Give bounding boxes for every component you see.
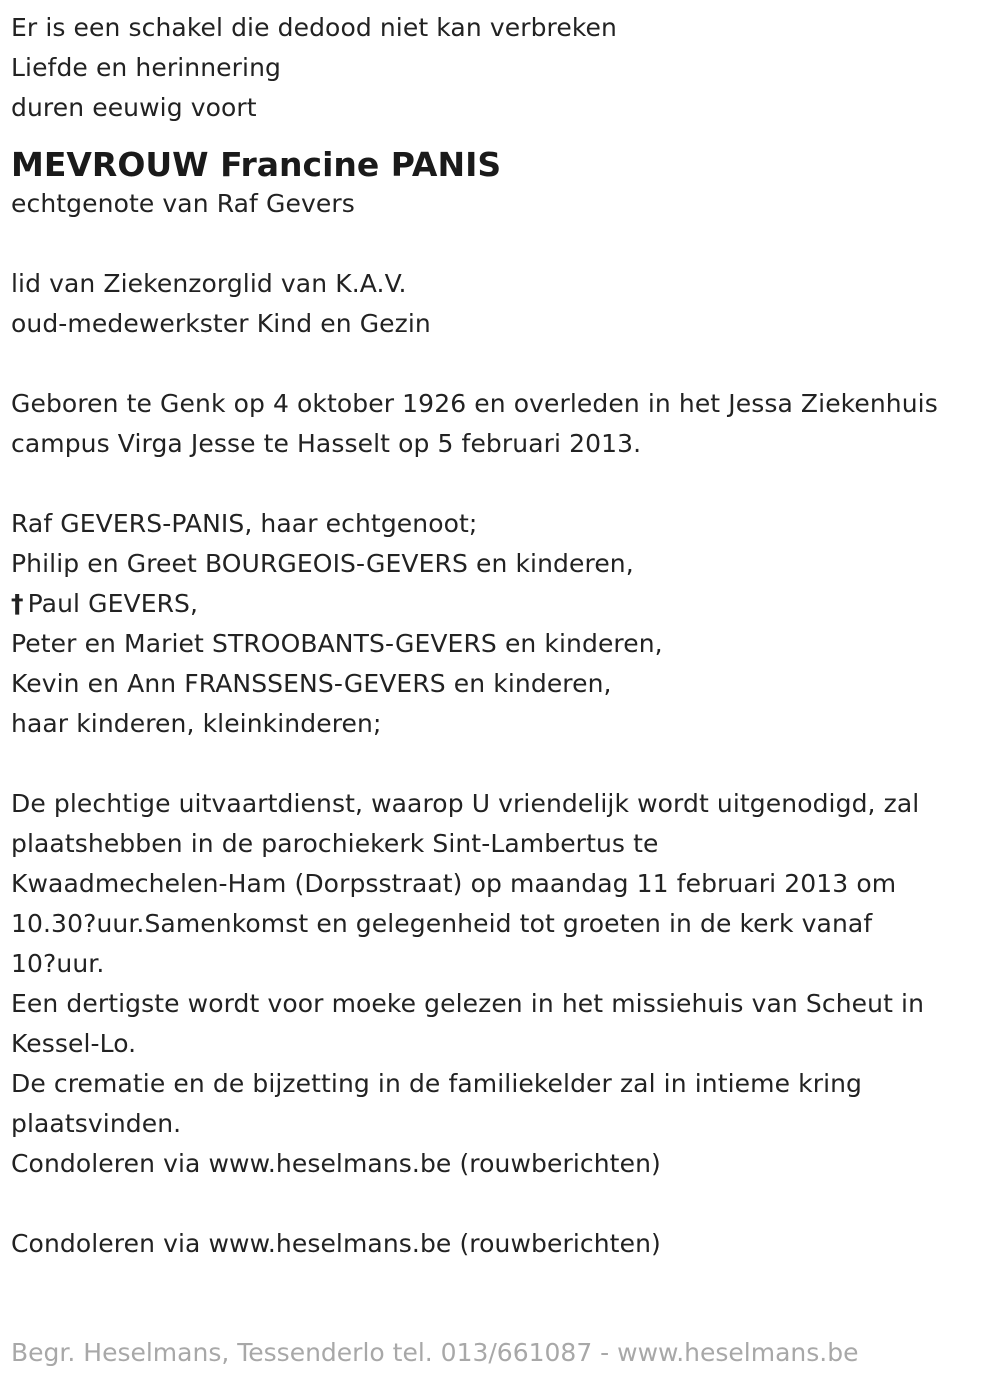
service-line-9: plaatsvinden. (11, 1109, 182, 1138)
service-line-10: Condoleren via www.heselmans.be (rouwberichten) (11, 1149, 661, 1178)
birth-death-line-1: Geboren te Genk op 4 oktober 1926 en overleden in het Jessa Ziekenhuis (11, 389, 938, 418)
service-line-1: De plechtige uitvaartdienst, waarop U vriendelijk wordt uitgenodigd, zal (11, 789, 920, 818)
funeral-home-footer: Begr. Heselmans, Tessenderlo tel. 013/661087 - www.heselmans.be (11, 1338, 859, 1367)
family-line-1: Raf GEVERS-PANIS, haar echtgenoot; (11, 509, 478, 538)
family-line-3 (11, 584, 991, 624)
spouse-line: echtgenote van Raf Gevers (11, 189, 355, 218)
service-line-8: De crematie en de bijzetting in de familiekelder zal in intieme kring (11, 1069, 863, 1098)
service-line-3: Kwaadmechelen-Ham (Dorpsstraat) op maandag 11 februari 2013 om (11, 869, 897, 898)
family-line-4: Peter en Mariet STROOBANTS-GEVERS en kinderen, (11, 629, 663, 658)
family-line-3-text: Paul GEVERS, (27, 589, 199, 618)
cross-icon: † (11, 589, 24, 618)
birth-death-info (11, 384, 991, 464)
family-line-6: haar kinderen, kleinkinderen; (11, 709, 382, 738)
memberships (11, 264, 991, 344)
deceased-name: MEVROUW Francine PANIS (11, 145, 502, 184)
family-line-2: Philip en Greet BOURGEOIS-GEVERS en kinderen, (11, 549, 634, 578)
service-line-7: Kessel-Lo. (11, 1029, 137, 1058)
service-line-4: 10.30?uur.Samenkomst en gelegenheid tot groeten in de kerk vanaf (11, 909, 873, 938)
membership-line-1: lid van Ziekenzorglid van K.A.V. (11, 269, 407, 298)
verse (11, 8, 991, 128)
verse-line-1: Er is een schakel die dedood niet kan verbreken (11, 13, 617, 42)
family-list (11, 504, 991, 744)
service-line-2: plaatshebben in de parochiekerk Sint-Lambertus te (11, 829, 659, 858)
verse-line-3: duren eeuwig voort (11, 93, 257, 122)
service-line-5: 10?uur. (11, 949, 105, 978)
service-line-6: Een dertigste wordt voor moeke gelezen in het missiehuis van Scheut in (11, 989, 925, 1018)
service-info (11, 784, 991, 1184)
condolence-line: Condoleren via www.heselmans.be (rouwberichten) (11, 1229, 661, 1258)
birth-death-line-2: campus Virga Jesse te Hasselt op 5 februari 2013. (11, 429, 642, 458)
obituary-notice (11, 8, 991, 1264)
membership-line-2: oud-medewerkster Kind en Gezin (11, 309, 431, 338)
verse-line-2: Liefde en herinnering (11, 53, 281, 82)
family-line-5: Kevin en Ann FRANSSENS-GEVERS en kinderen, (11, 669, 612, 698)
